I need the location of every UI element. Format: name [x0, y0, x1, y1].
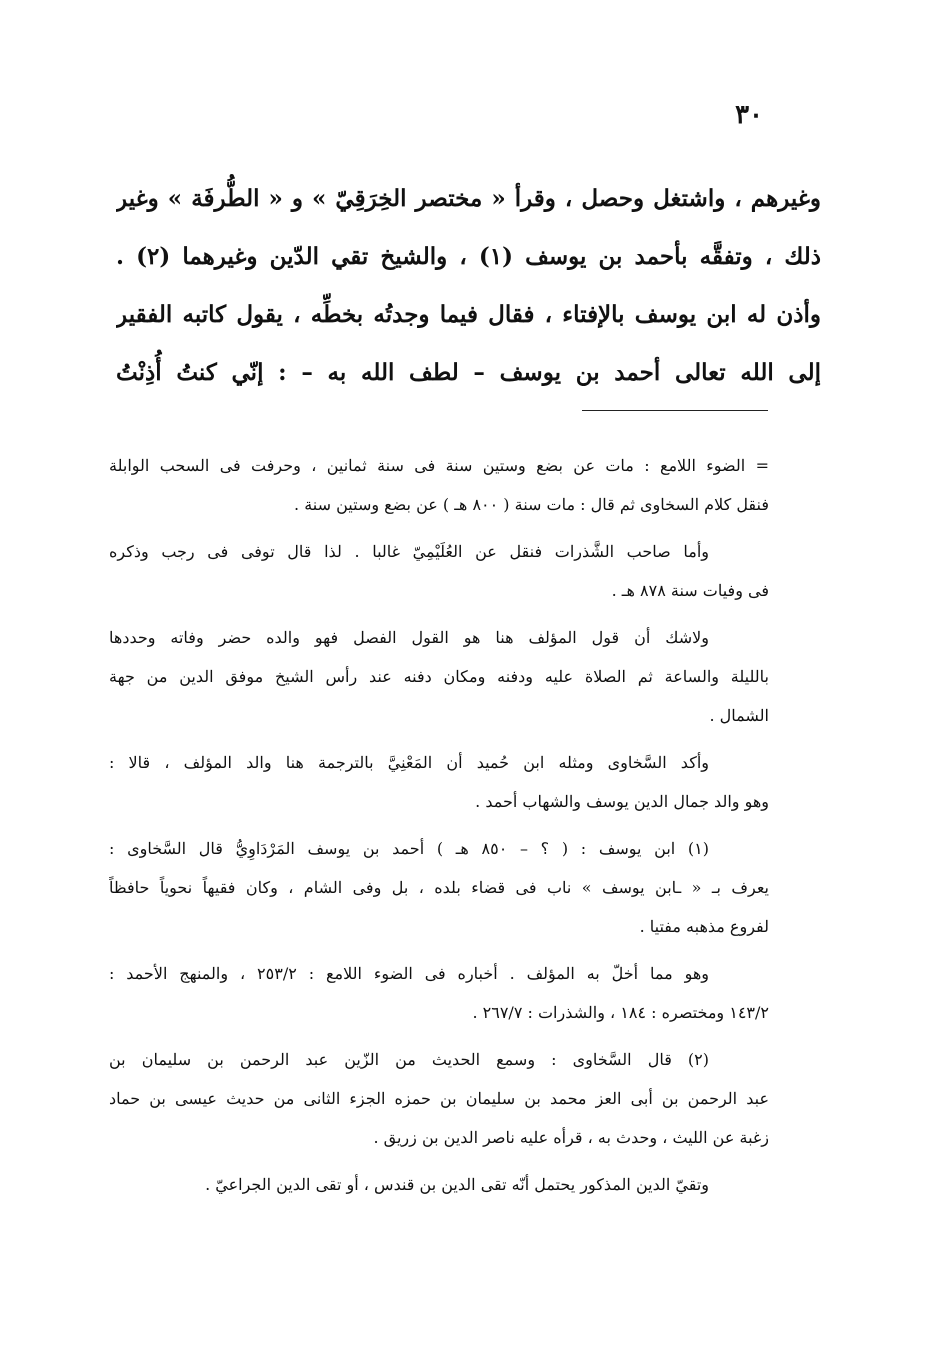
footnote-line: = الضوء اللامع : مات عن بضع وستين سنة فى سنة ثمانين ، وحرفت فى السحب الوابلة — [109, 456, 769, 475]
footnote-line: فى وفيات سنة ٨٧٨ هـ . — [611, 581, 769, 600]
footnote-line: ١٤٣/٢ ومختصره : ١٨٤ ، والشذرات : ٢٦٧/٧ . — [472, 1003, 769, 1022]
footnote-line: بالليلة والساعة ثم الصلاة عليه ودفنه ومكان دفنه عند رأس الشيخ موفق الدين من جهة — [109, 667, 769, 686]
footnote-paragraph — [109, 1165, 769, 1204]
footnotes — [109, 446, 769, 1212]
footnote-divider — [582, 410, 768, 411]
footnote-line: وهو والد جمال الدين يوسف والشهاب أحمد . — [475, 792, 769, 811]
footnote-line: زغبة عن الليث ، وحدث به ، قرأه عليه ناصر الدين بن زريق . — [373, 1128, 769, 1147]
footnote-line: (٢) قال السَّخاوى : وسمع الحديث من الزّين عبد الرحمن بن سليمان بن — [109, 1050, 709, 1069]
main-text-line: ذلك ، وتفقَّه بأحمد بن يوسف (١) ، والشيخ تقي الدّين وغيرهما (٢) . — [116, 243, 821, 270]
main-text — [116, 170, 821, 402]
footnote-paragraph — [109, 954, 769, 1032]
footnote-line: عبد الرحمن بن أبى العز محمد بن سليمان بن حمزه الجزء الثانى من حديث عيسى بن حماد — [109, 1089, 769, 1108]
footnote-line: وهو مما أخلّ به المؤلف . أخباره فى الضوء اللامع : ٢٥٣/٢ ، والمنهج الأحمد : — [109, 964, 709, 983]
footnote-paragraph — [109, 446, 769, 524]
footnote-line: ولاشك أن قول المؤلف هنا هو القول الفصل فهو والده حضر وفاته وحددها — [109, 628, 709, 647]
page-number: ٣٠ — [735, 100, 763, 130]
footnote-line: وتقيّ الدين المذكور يحتمل أنّه تقى الدين بن قندس ، أو تقى الدين الجراعيّ . — [205, 1175, 709, 1194]
footnote-paragraph — [109, 1040, 769, 1157]
footnote-line: (١) ابن يوسف : ( ؟ – ٨٥٠ هـ ) أحمد بن يوسف المَرْدَاوِيُّ قال السَّخاوى : — [109, 839, 710, 858]
footnote-paragraph — [109, 743, 769, 821]
footnote-paragraph — [109, 532, 769, 610]
footnote-line: فنقل كلام السخاوى ثم قال : مات سنة ( ٨٠٠ هـ ) عن بضع وستين سنة . — [294, 495, 769, 514]
main-text-line: إلى الله تعالى أحمد بن يوسف – لطف الله به – : إنّي كنتُ أُذِنْتُ — [116, 359, 821, 386]
footnote-paragraph — [109, 618, 769, 735]
footnote-line: الشمال . — [709, 706, 769, 725]
footnote-line: وأكد السَّخاوى ومثله ابن حُميد أن المَعْنِيَّ بالترجمة هنا والد المؤلف ، قالا : — [109, 753, 709, 772]
footnote-line: وأما صاحب الشَّذرات فنقل عن العُلَيْمِيّ غالبا . لذا قال توفى فى رجب وذكره — [109, 542, 709, 561]
main-text-line: وغيرهم ، واشتغل وحصل ، وقرأ « مختصر الخِرَقِيّ » و « الطُّرفَة » وغير — [116, 185, 821, 212]
footnote-paragraph — [109, 829, 769, 946]
footnote-line: يعرف بـ « ـابن يوسف » ناب فى قضاء بلده ، بل وفى الشام ، وكان فقيهاً نحوياً حافظاً — [109, 878, 769, 897]
main-text-line: وأذن له ابن يوسف بالإفتاء ، فقال فيما وجدتُه بخطِّه ، يقول كاتبه الفقير — [116, 301, 821, 328]
footnote-line: لفروع مذهبه مفتيا . — [639, 917, 769, 936]
